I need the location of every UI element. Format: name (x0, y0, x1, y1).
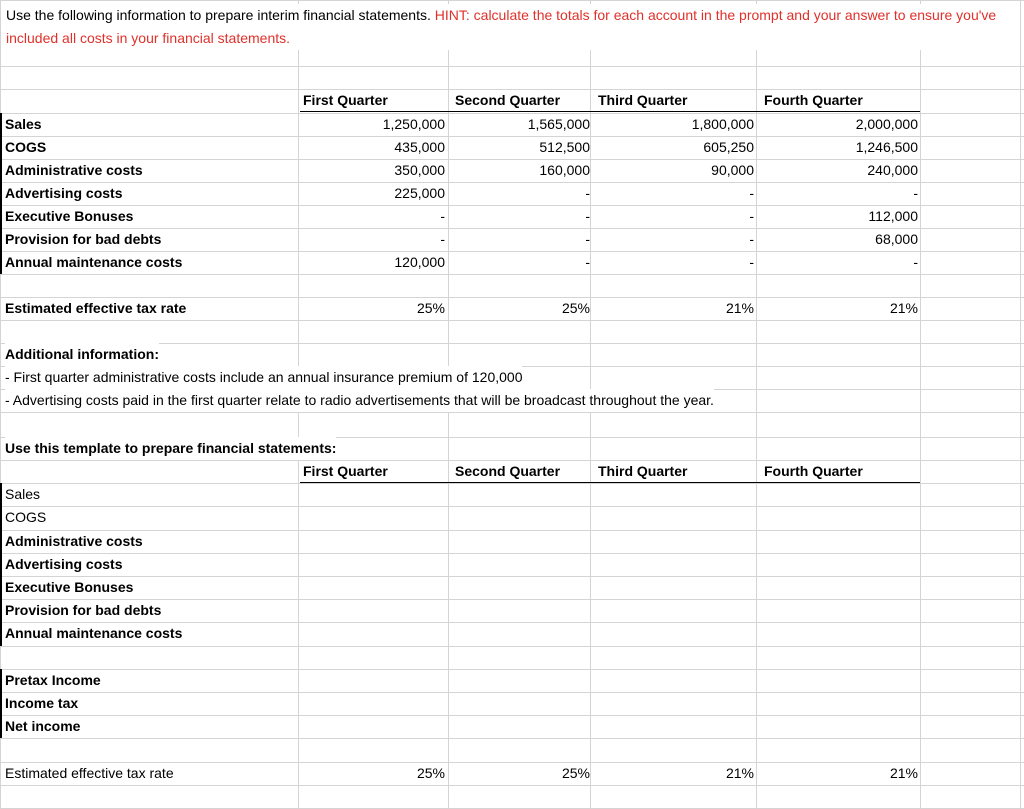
table-row (0, 113, 1024, 136)
template-row (0, 599, 1024, 622)
cell-value[interactable]: 21% (725, 765, 754, 781)
cell-value[interactable]: 1,246,500 (855, 139, 918, 155)
cell-value[interactable]: - (749, 231, 754, 247)
hint-text: HINT: calculate the totals for each account in the prompt and your answer to ensure you've included all costs in your financial statements. (6, 7, 997, 46)
header-second-quarter[interactable]: Second Quarter (455, 92, 561, 108)
cell-value[interactable]: 2,000,000 (855, 116, 918, 132)
row-label[interactable]: Estimated effective tax rate (5, 765, 174, 781)
row-label[interactable]: Administrative costs (5, 162, 143, 178)
cell-value[interactable]: 21% (889, 300, 918, 316)
row-label[interactable]: Provision for bad debts (5, 231, 162, 247)
gridline (0, 412, 1024, 413)
cell-value[interactable]: - (585, 185, 590, 201)
cell-value[interactable]: 1,565,000 (527, 116, 590, 132)
table-row (0, 228, 1024, 251)
header-fourth-quarter[interactable]: Fourth Quarter (764, 92, 863, 108)
cell-value[interactable]: 240,000 (867, 162, 918, 178)
template-selection-border (0, 483, 2, 646)
row-label[interactable]: Executive Bonuses (5, 208, 134, 224)
selection-border (0, 113, 2, 274)
template-header-first-quarter[interactable]: First Quarter (303, 463, 388, 479)
cell-value[interactable]: - (913, 254, 918, 270)
template-row (0, 622, 1024, 645)
header-first-quarter[interactable]: First Quarter (303, 92, 388, 108)
cell-value[interactable]: 21% (889, 765, 918, 781)
template-row (0, 576, 1024, 599)
cell-value[interactable]: - (585, 254, 590, 270)
gridline (0, 738, 1024, 739)
template-header-fourth-quarter[interactable]: Fourth Quarter (764, 463, 863, 479)
cell-value[interactable]: 512,500 (539, 139, 590, 155)
header-underline (300, 111, 920, 112)
template-total-label[interactable]: Income tax (5, 695, 79, 711)
template-title-row (0, 437, 1024, 460)
cell-value[interactable]: 1,800,000 (691, 116, 754, 132)
header-third-quarter[interactable]: Third Quarter (598, 92, 688, 108)
table-row (0, 136, 1024, 159)
template-label[interactable]: Provision for bad debts (5, 602, 162, 618)
template-header-third-quarter[interactable]: Third Quarter (598, 463, 688, 479)
cell-value[interactable]: 112,000 (868, 208, 918, 224)
additional-info-row (0, 343, 1024, 366)
template-total-row (0, 715, 1024, 738)
cell-value[interactable]: 25% (416, 765, 445, 781)
cell-value[interactable]: 605,250 (703, 139, 754, 155)
table-row (0, 251, 1024, 274)
template-label[interactable]: Administrative costs (5, 533, 143, 549)
template-row (0, 530, 1024, 553)
template-row (0, 506, 1024, 529)
cell-value[interactable]: 435,000 (394, 139, 445, 155)
gridline (0, 274, 1024, 275)
cell-value[interactable]: 225,000 (394, 185, 445, 201)
template-total-label[interactable]: Net income (5, 718, 81, 734)
table-row (0, 205, 1024, 228)
template-total-row (0, 669, 1024, 692)
cell-value[interactable]: 90,000 (711, 162, 754, 178)
template-label[interactable]: Advertising costs (5, 556, 123, 572)
template-row (0, 553, 1024, 576)
template-header-row (0, 460, 1024, 483)
template-total-label[interactable]: Pretax Income (5, 672, 101, 688)
cell-value[interactable]: 25% (416, 300, 445, 316)
row-label[interactable]: Estimated effective tax rate (5, 300, 187, 316)
cell-value[interactable]: - (440, 231, 445, 247)
cell-value[interactable]: - (913, 185, 918, 201)
row-label[interactable]: Advertising costs (5, 185, 123, 201)
gridline (0, 66, 1024, 67)
cell-value[interactable]: 120,000 (394, 254, 445, 270)
row-label[interactable]: Sales (5, 116, 42, 132)
template-total-row (0, 692, 1024, 715)
cell-value[interactable]: 25% (561, 300, 590, 316)
additional-info-row (0, 389, 1024, 412)
gridline (0, 0, 1024, 1)
template-header-second-quarter[interactable]: Second Quarter (455, 463, 561, 479)
cell-value[interactable]: 1,250,000 (382, 116, 445, 132)
cell-value[interactable]: - (749, 254, 754, 270)
table-row (0, 159, 1024, 182)
table-row (0, 182, 1024, 205)
cell-value[interactable]: - (585, 231, 590, 247)
totals-selection-border (0, 669, 2, 738)
gridline (0, 320, 1024, 321)
cell-value[interactable]: 68,000 (875, 231, 918, 247)
cell-value[interactable]: 25% (561, 765, 590, 781)
tax-rate-row (0, 297, 1024, 320)
cell-value[interactable]: 350,000 (394, 162, 445, 178)
additional-info-line[interactable]: - Advertising costs paid in the first quarter relate to radio advertisements that will be broadcast throughout the year. (5, 389, 714, 412)
gridline (0, 646, 1024, 647)
template-label[interactable]: Sales (5, 486, 41, 502)
template-label[interactable]: Executive Bonuses (5, 579, 134, 595)
template-label[interactable]: Annual maintenance costs (5, 625, 183, 641)
row-label[interactable]: Annual maintenance costs (5, 254, 183, 270)
cell-value[interactable]: - (749, 185, 754, 201)
row-label[interactable]: COGS (5, 139, 47, 155)
cell-value[interactable]: 21% (725, 300, 754, 316)
additional-info-title[interactable]: Additional information: (5, 343, 159, 366)
template-tax-rate-row (0, 762, 1024, 785)
cell-value[interactable]: 160,000 (539, 162, 590, 178)
template-row (0, 483, 1024, 506)
instructions-text: Use the following information to prepare interim financial statements. (6, 7, 435, 23)
cell-value[interactable]: - (440, 208, 445, 224)
cell-value[interactable]: - (749, 208, 754, 224)
quarter-header-row (0, 89, 1024, 112)
cell-value[interactable]: - (585, 208, 590, 224)
template-title[interactable]: Use this template to prepare financial statements: (5, 437, 336, 460)
template-label[interactable]: COGS (5, 509, 47, 525)
additional-info-row (0, 366, 1024, 389)
gridline (0, 785, 1024, 786)
additional-info-line[interactable]: - First quarter administrative costs include an annual insurance premium of 120,000 (5, 366, 522, 389)
instructions-cell[interactable] (6, 4, 1018, 50)
